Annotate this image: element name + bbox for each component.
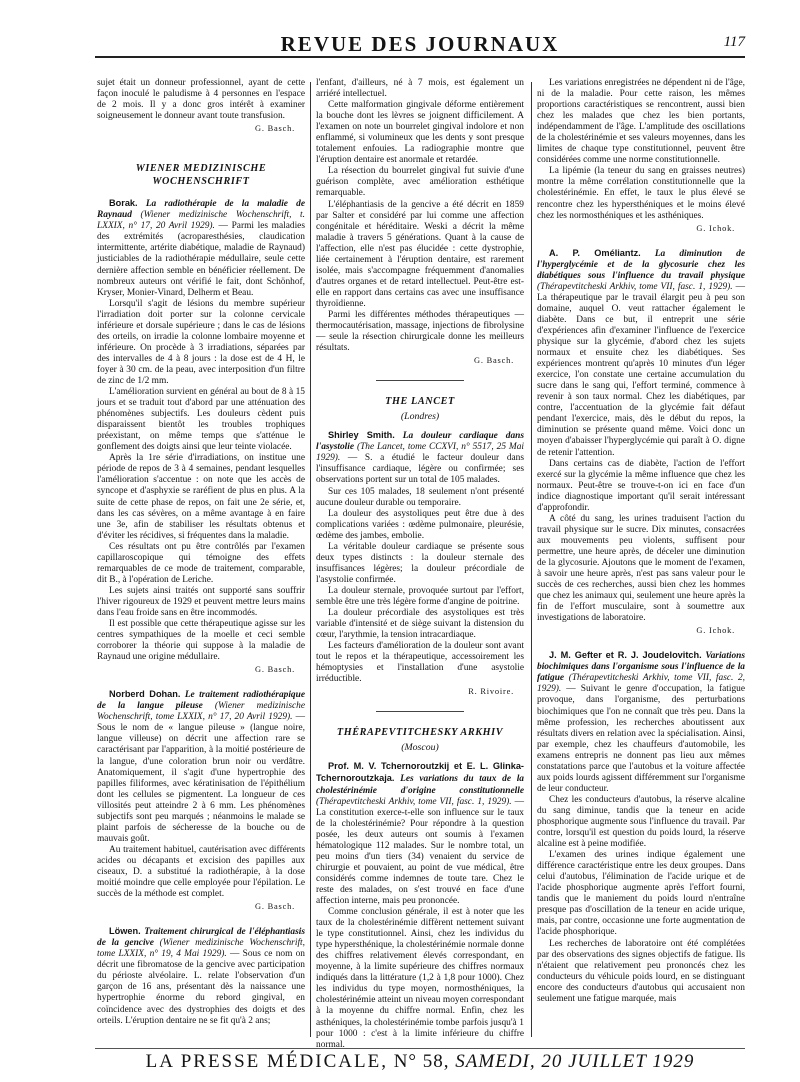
paragraph: Chez les conducteurs d'autobus, la réserve alcaline du sang diminue, tandis que la teneur en acide phosphorique augmente sous l'influence du travail. Par contre, lorsqu'il est question du poids lourd, la réserve alcaline est à peine modifiée. (537, 794, 745, 850)
article-author: Löwen. (109, 926, 141, 937)
article-reference: (Wiener medizinische Wochenschrift, t. LXXIX, n° 17, 20 Avril 1929). (97, 210, 306, 232)
paragraph: La véritable douleur cardiaque se présente sous deux types distincts : la douleur sternale des insuffisances légères; la douleur précordiale de l'asystolie confirmée. (316, 541, 524, 585)
signature: R. Rivoire. (468, 687, 514, 697)
paragraph: Après la 1re série d'irradiations, on institue une période de repos de 3 à 4 semaines, pendant lesquelles l'amélioration s'accentue : on note que les accès de syncope et d'asphyxie se raréfient de plus en plus. A la suite de cette phase de repos, on fait une 2e série, et, dans les cas sévères, on a même avantage à en faire une 3e, afin de stabiliser les résultats obtenus et d'éviter les récidives, si fréquentes dans la maladie. (97, 453, 305, 541)
article-title: Variations biochimiques dans l'organisme sous l'influence de la fatigue (537, 651, 746, 684)
article-title: Traitement chirurgical de l'éléphantiasis de la gencive (97, 927, 305, 949)
paragraph: La douleur sternale, provoquée surtout par l'effort, semble être une très légère forme d'angine de poitrine. (316, 585, 524, 607)
article-text: — La thérapeutique par le travail élargit peu à peu son domaine, auquel O. veut rattacher également le diabète. Dans ce but, il entreprit une série d'expériences afin d'examiner l'influence de l'exercice physique sur la glycémie, d'abord chez les sujets normaux et ensuite chez les diabétiques. Ses expériences montrent qu'après 10 minutes d'un léger exercice, l'on constate une certaine accumulation du sucre dans le sang qui, l'effort terminé, commence à revenir à son taux normal. Chez les diabétiques, par contre, l'accentuation de la glycémie fait défaut pendant l'exercice, mais, dès le début du repos, la diminution se présente quand même. Voici donc un moyen d'abaisser l'hyperglycémie qui paraît à O. digne de retenir l'attention. (537, 281, 746, 458)
page-number: 117 (723, 34, 745, 50)
section-separator (376, 711, 463, 712)
section-heading: WIENER MEDIZINISCHE WOCHENSCHRIFT (135, 163, 267, 188)
article-reference: (Thérapevtitcheski Arkhiv, tome VII, fasc. 1, 1929). (316, 796, 512, 807)
continued-paragraph: Les variations enregistrées ne dépendent ni de l'âge, ni de la maladie. Pour cette raison, les mêmes proportions caractéristiques se rencontrent, aussi bien chez les malades que chez les bien portants, indépendamment de l'âge. L'amplitude des oscillations de la cholestérinémie et ses valeurs moyennes, dans les limites de chaque type constitutionnel, peuvent être considérées comme une norme constitutionnelle. (537, 78, 745, 166)
paragraph: L'éléphantiasis de la gencive a été décrit en 1859 par Salter et considéré par lui comme une affection congénitale et héréditaire. Weski a décrit la même maladie à travers 5 générations. Quant à la cause de l'affection, elle n'est pas élucidée : cette dystrophie, liée certainement à l'éruption dentaire, est rarement isolée, mais s'accompagne fréquemment d'anomalies d'autres organes et de retard intellectuel. Peut-être est-elle en rapport dans certains cas avec une insuffisance thyroïdienne. (316, 199, 524, 309)
article-lead (537, 248, 745, 459)
article-author: Borak. (109, 198, 138, 209)
paragraph: La douleur des asystoliques peut être due à des complications variées : œdème pulmonaire, pleurésie, œdème des jambes, embolie. (316, 508, 524, 541)
article-lead (97, 926, 305, 1026)
article-text: — La constitution exerce-t-elle son influence sur le taux de la cholestérinémie? Pour répondre à la question posée, les deux auteurs ont soumis à l'examen hématologique 112 malades. Sur le nombre total, un peu moins d'un tiers (34) venaient du service de chirurgie et pouvaient, au point de vue médical, être considérés comme indemnes de toute tare. Chez le reste des malades, on s'est trouvé en face d'une affection interne, mais peu prononcée. (316, 796, 525, 906)
article-columns (97, 78, 746, 1050)
article-text: — Suivant le genre d'occupation, la fatigue provoque, dans l'organisme, des perturbations biochimiques que l'on ne connaît que très peu. Dans la même profession, les recherches aboutissent aux résultats divers en relation avec la spécialisation. Ainsi, par exemple, chez les chauffeurs d'automobile, les examens entrepris ne donnent pas lieu aux mêmes constatations parce que l'autobus et la voiture affectée aux poids lourds agissent différemment sur l'organisme de leur conducteur. (537, 684, 745, 794)
article-title: La diminution de l'hyperglycémie et de la glycosurie chez les diabétiques sous l'influence du travail physique (537, 248, 745, 281)
page-footer (95, 1048, 745, 1073)
paragraph: L'examen des urines indique également une différence caractéristique entre les deux groupes. Dans celui d'autobus, l'élimination de l'acide urique et de l'acide phosphorique augmente après l'effort fourni, tandis que le maniement du poids lourd n'entraîne presque pas d'oscillation de la teneur en acide urique, mais, par contre, occasionne une forte augmentation de l'acide phosphorique. (537, 850, 745, 938)
paragraph: Cette malformation gingivale déforme entièrement la bouche dont les lèvres se joignent difficilement. A l'examen on note un bourrelet gingival indolore et non enflammé, si volumineux que les dents y sont presque totalement enfouies. La radiographie montre que l'éruption dentaire est anormale et retardée. (316, 100, 524, 166)
column-divider (310, 82, 311, 1037)
paragraph: Comme conclusion générale, il est à noter que les taux de la cholestérinémie diffèrent nettement suivant le type constitutionnel. Ainsi, chez les individus du type hypersthénique, la cholestérinémie normale donne des chiffres relativement élevés correspondant, en moyenne, à la limite supérieure des chiffres normaux indiqués dans la littérature (1,2 à 1,8 pour 1000). Chez les individus du type moyen, normosthéniques, la cholestérinémie atteint un niveau moyen correspondant à la moyenne du chiffre normal. Enfin, chez les asthéniques, la cholestérinémie tombe parfois jusqu'à 1 pour 1000 : c'est à la limite inférieure du chiffre normal. (316, 907, 524, 1050)
article-author: Shirley Smith. (328, 430, 395, 441)
section-heading: THÉRAPEVTITCHESKY ARKHIV (336, 727, 504, 739)
article-text: — S. a étudié le facteur douleur dans l'insuffisance cardiaque, légère ou confirmée; ses observations portent sur un total de 105 malades. (316, 453, 524, 486)
signature: G. Basch. (474, 356, 514, 366)
article-title: La douleur cardiaque dans l'asystolie (316, 431, 524, 453)
column-left (97, 78, 305, 1043)
article-title: Le traitement radiothérapique de la langue pileuse (97, 690, 305, 712)
section-heading: THE LANCET (385, 396, 455, 408)
footer-journal-name: LA PRESSE MÉDICALE, (145, 1051, 388, 1072)
signature: G. Basch. (255, 665, 295, 675)
signature: G. Basch. (255, 124, 295, 134)
paragraph: Il est possible que cette thérapeutique agisse sur les centres sympathiques de la moelle et ceci semble corroborer la théorie qui suppose à la maladie de Raynaud une origine médullaire. (97, 619, 305, 663)
paragraph: La douleur précordiale des asystoliques est très variable d'intensité et de siège suivant la distension du cœur, l'arythmie, la tension intracardiaque. (316, 608, 524, 641)
article-lead (316, 430, 524, 486)
paragraph: A côté du sang, les urines traduisent l'action du travail physique sur le sucre. Dix minutes, consacrées aux mouvements peu violents, suffisent pour permettre, une heure après, de déceler une diminution de la glycosurie. Ajoutons que le moment de l'examen, à savoir une heure après, n'est pas sans valeur pour le succès de ces recherches, aussi bien chez les hommes que chez les animaux qui, seulement une heure après la fin de l'effort musculaire, sont à soumettre aux investigations de laboratoire. (537, 513, 745, 624)
article-author: Prof. M. V. Tchernoroutzkij et E. L. Glinka-Tchernoroutzkaja. (316, 761, 524, 784)
paragraph: Les recherches de laboratoire ont été complétées par des observations des signes objectifs de fatigue. Ils n'étaient que relativement peu prononcés chez les conducteurs du véhicule poids lourd, en se distinguant encore des conducteurs d'autobus qui accusaient non seulement une fatigue marquée, mais (537, 938, 745, 1004)
footer-issue-number: N° 58, (393, 1051, 450, 1072)
paragraph: La résection du bourrelet gingival fut suivie d'une guérison complète, avec amélioration esthétique remarquable. (316, 166, 524, 199)
article-reference: (Wiener medizinische Wochenschrift, tome LXXIX, n° 19, 4 Mai 1929). (97, 938, 305, 960)
article-reference: (Wiener medizinische Wochenschrift, tome LXXIX, n° 17, 20 Avril 1929). (97, 701, 306, 723)
article-text: — Sous ce nom on décrit une fibromatose de la gencive avec participation du périoste alvéolaire. L. relate l'observation d'un garçon de 16 ans, présentant dès la naissance une hypertrophie énorme du rebord gingival, en coïncidence avec des dystrophies des doigts et des orteils. L'éruption dentaire ne se fit qu'à 2 ans; (97, 949, 305, 1026)
signature: G. Ichok. (696, 626, 735, 636)
article-author: Norberd Dohan. (109, 689, 181, 700)
signature: G. Basch. (255, 902, 295, 912)
signature: G. Ichok. (696, 223, 735, 233)
article-lead (316, 761, 524, 907)
article-reference: (Thérapevtitcheski Arkhiv, tome VII, fasc. 1, 1929). (537, 281, 733, 292)
article-text: — Sous le nom de « langue pileuse » (langue noire, langue villeuse) on décrit une affection rare se caractérisant par l'apparition, à la moitié postérieure de la langue, d'une coloration brun noir ou verdâtre. Anatomiquement, il s'agit d'une hypertrophie des papilles filiformes, avec kératinisation de l'épithélium dont les cellules se pigmentent. La longueur de ces villosités peut atteindre 2 à 6 mm. Les phénomènes subjectifs sont peu marqués ; néanmoins le malade se plaint parfois de sécheresse de la bouche ou de mauvais goût. (97, 712, 305, 844)
column-right (537, 78, 745, 1043)
paragraph: L'amélioration survient en général au bout de 8 à 15 jours et se traduit tout d'abord par une atténuation des phénomènes subjectifs. Les douleurs cèdent puis disparaissent bientôt les troubles trophiques préexistant, on même temps que s'atténue le gonflement des doigts ainsi que leur teinte violacée. (97, 387, 305, 453)
section-separator (376, 380, 463, 381)
paragraph: Dans certains cas de diabète, l'action de l'effort exercé sur la glycémie la même influence que chez les normaux. Peut-être se trouve-t-on ici en face d'un indice diagnostique important qu'il serait intéressant d'approfondir. (537, 458, 745, 513)
column-middle (316, 78, 525, 1050)
article-lead (97, 198, 305, 298)
article-reference: (The Lancet, tome CCXVI, n° 5517, 25 Mai 1929). (316, 442, 525, 464)
article-title: Les variations du taux de la cholestérinémie d'origine constitutionnelle (316, 774, 524, 796)
article-author: A. P. Oméliantz. (549, 247, 641, 258)
paragraph: La lipémie (la teneur du sang en graisses neutres) montre la même corrélation constitutionnelle que la cholestérinémie. En effet, le taux le plus élevé se rencontre chez les hypersthéniques et le moins élevé chez les normosthéniques et les asthéniques. (537, 166, 745, 221)
paragraph: Parmi les différentes méthodes thérapeutiques — thermocautérisation, massage, injections de fibrolysine — seule la résection chirurgicale donne les meilleurs résultats. (316, 309, 524, 354)
paragraph: Ces résultats ont pu être contrôlés par l'examen capillaroscopique qui témoigne des effets remarquables de ce mode de traitement, comparable, dit B., à l'opération de Leriche. (97, 541, 305, 585)
section-city: (Londres) (400, 411, 440, 423)
page-header (95, 30, 745, 58)
article-lead (97, 689, 305, 845)
article-lead (537, 650, 745, 795)
article-reference: (Thérapevtitcheski Arkhiv, tome VII, fasc. 2, 1929). (537, 673, 745, 695)
paragraph: Lorsqu'il s'agit de lésions du membre supérieur l'irradiation doit porter sur la colonne cervicale inférieure et dorsale supérieure ; dans le cas de lésions des orteils, on irradie la colonne lombaire moyenne et inférieure. On procède à 3 irradiations, séparées par des intervalles de 4 à 8 jours : la dose est de 4 H, le foyer à 30 cm. de la peau, avec interposition d'un filtre de zinc de 1/2 mm. (97, 298, 305, 386)
footer-date: SAMEDI, 20 JUILLET 1929 (455, 1051, 695, 1072)
journal-section-title: REVUE DES JOURNAUX (280, 32, 560, 56)
section-city: (Moscou) (401, 742, 439, 754)
article-author: J. M. Gefter et R. J. Joudelovitch. (549, 650, 702, 661)
continued-paragraph: l'enfant, d'ailleurs, né à 7 mois, est également un arriéré intellectuel. (316, 78, 524, 100)
article-text: — Parmi les maladies des extrémités (acroparesthésies, claudication intermittente, artérite diabétique, maladie de Raynaud) justiciables de la radiothérapie médullaire, seule cette dernière affection semble en bénéficier réellement. De nombreux auteurs ont vérifié le fait, dont Schönhof, Kryser, Monier-Vinard, Delherm et Beau. (97, 221, 305, 298)
paragraph: Au traitement habituel, cautérisation avec différents acides ou décapants et excision des papilles aux ciseaux, D. a substitué la radiothérapie, à la dose moitié moindre que celle employée pour l'épilation. Le succès de la méthode est complet. (97, 844, 305, 900)
paragraph: Les facteurs d'amélioration de la douleur sont avant tout le repos et la thérapeutique, accessoirement les hémoptysies et l'installation d'une asystolie irréductible. (316, 641, 524, 685)
column-divider (531, 82, 532, 1037)
paragraph: Les sujets ainsi traités ont supporté sans souffrir l'hiver rigoureux de 1929 et peuvent mettre leurs mains dans l'eau froide sans en être incommodés. (97, 585, 305, 618)
paragraph: Sur ces 105 malades, 18 seulement n'ont présenté aucune douleur durable ou temporaire. (316, 486, 524, 508)
continued-paragraph: sujet était un donneur professionnel, ayant de cette façon inoculé le paludisme à 4 personnes en l'espace de 2 mois. Il y a donc gros intérêt à examiner soigneusement le donneur avant toute transfusion. (97, 78, 305, 122)
article-title: La radiothérapie de la maladie de Raynaud (97, 199, 306, 221)
